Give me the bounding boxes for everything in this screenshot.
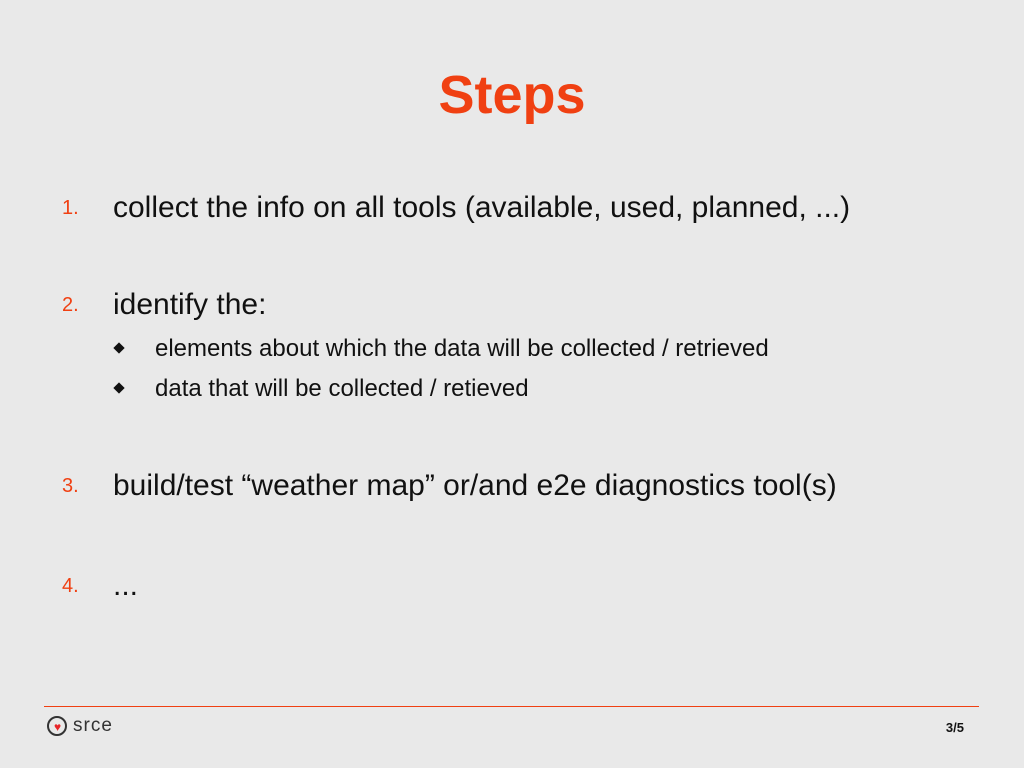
diamond-bullet-icon	[113, 382, 124, 393]
srce-logo	[47, 713, 113, 739]
list-item-text: ...	[113, 569, 139, 602]
list-item-text: identify the:	[113, 288, 267, 321]
sub-list-item-text: data that will be collected / retieved	[155, 375, 529, 402]
page-number: 3/5	[945, 720, 964, 735]
list-item-number: 4.	[62, 575, 79, 597]
list-item-number: 2.	[62, 294, 79, 316]
footer-divider	[44, 706, 979, 707]
sub-list-item-text: elements about which the data will be collected / retrieved	[155, 335, 769, 362]
list-item-text: build/test “weather map” or/and e2e diagnostics tool(s)	[113, 469, 837, 502]
list-item-number: 1.	[62, 197, 79, 219]
slide-title: Steps	[438, 65, 586, 125]
list-item-number: 3.	[62, 475, 79, 497]
list-item-text: collect the info on all tools (available, used, planned, ...)	[113, 191, 851, 224]
diamond-bullet-icon	[113, 342, 124, 353]
heart-in-circle-icon: ♥	[47, 716, 67, 736]
logo-text: srce	[73, 715, 113, 736]
